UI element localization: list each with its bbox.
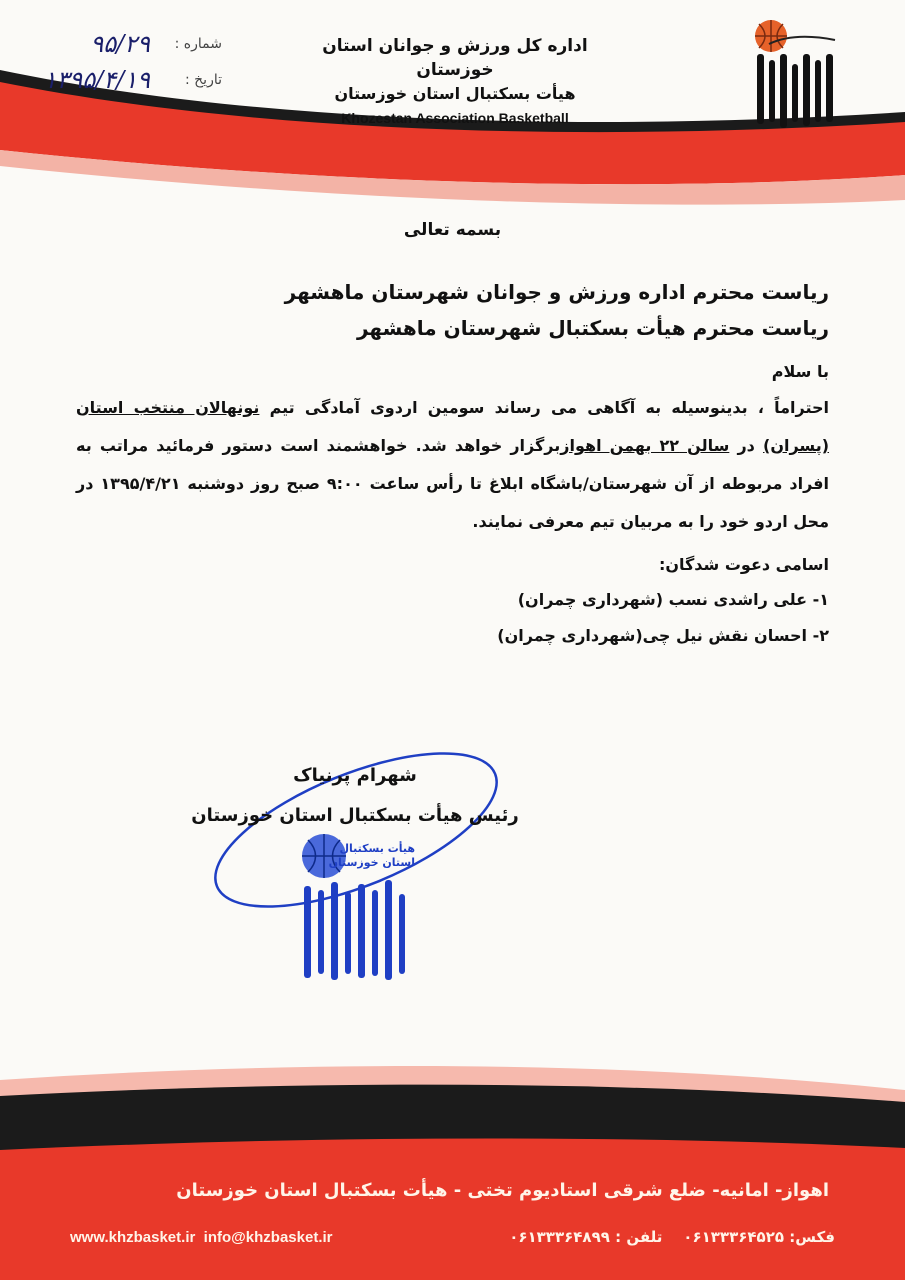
stamp-text <box>305 842 415 870</box>
footer-web-email <box>70 1229 333 1246</box>
number-row <box>2 30 222 66</box>
org-english-name: Khozestan Association Basketball <box>341 110 569 126</box>
number-value: ۹۵/۲۹ <box>90 30 150 58</box>
footer-address: اهواز- امانیه- ضلع شرقی استادیوم تختی - هیأت بسکتبال استان خوزستان <box>176 1180 829 1201</box>
signature-block <box>190 756 520 869</box>
number-label: شماره : <box>174 36 222 52</box>
paragraph-connector: در <box>729 436 763 455</box>
phone-number: تلفن : ۰۶۱۳۳۳۶۴۸۹۹ <box>509 1228 663 1246</box>
recipient-2: ریاست محترم هیأت بسکتبال شهرستان ماهشهر <box>356 316 829 340</box>
date-row <box>2 66 222 102</box>
org-ministry-name: اداره کل ورزش و جوانان استان خوزستان <box>322 36 588 80</box>
invited-item: ۱- علی راشدی نسب (شهرداری چمران) <box>517 590 829 609</box>
stamp-text-line1: هیأت بسکتبال <box>339 842 415 855</box>
recipient-1: ریاست محترم اداره ورزش و جوانان شهرستان ماهشهر <box>284 280 829 304</box>
organization-header <box>300 34 610 130</box>
basketball-association-logo <box>749 14 839 132</box>
bismillah-heading: بسمه تعالی <box>403 220 502 240</box>
invited-item: ۲- احسان نقش نیل چی(شهرداری چمران) <box>497 626 829 645</box>
fax-number: فکس: ۰۶۱۳۳۳۶۴۵۲۵ <box>683 1228 835 1246</box>
paragraph-team-name: نونهالان منتخب استان (پسران) <box>76 398 830 455</box>
invited-list-title: اسامی دعوت شدگان: <box>658 555 829 574</box>
website-link[interactable]: www.khzbasket.ir <box>70 1228 196 1246</box>
letter-metadata <box>2 30 222 102</box>
letter-paragraph <box>76 389 829 541</box>
footer-contact <box>70 1228 835 1246</box>
greeting: با سلام <box>771 362 829 381</box>
org-association-name: هیأت بسکتبال استان خوزستان <box>334 84 576 103</box>
paragraph-intro: احتراماً ، بدینوسیله به آگاهی می رساند سومین اردوی آمادگی تیم <box>259 398 829 417</box>
signatory-name: شهرام پرنیاک <box>293 765 417 786</box>
signatory-title: رئیس هیأت بسکتبال استان خوزستان <box>191 805 519 826</box>
email-link[interactable]: info@khzbasket.ir <box>203 1228 333 1246</box>
paragraph-venue: سالن ۲۲ بهمن اهواز <box>560 436 730 455</box>
date-label: تاریخ : <box>184 72 222 88</box>
stamp-text-line2: استان خوزستان <box>328 856 415 869</box>
date-value: ۱۳۹۵/۴/۱۹ <box>43 66 150 94</box>
paragraph-rest: برگزار خواهد شد. خواهشمند است دستور فرمائید مراتب به افراد مربوطه از آن شهرستان/باشگاه ابلاغ تا رأس ساعت ۹:۰۰ صبح روز دوشنبه ۱۳۹۵/۴/۲۱ در محل اردو خود را به مربیان تیم معرفی نمایند. <box>76 436 830 531</box>
letter-body <box>76 220 829 654</box>
footer-phones <box>509 1228 835 1246</box>
